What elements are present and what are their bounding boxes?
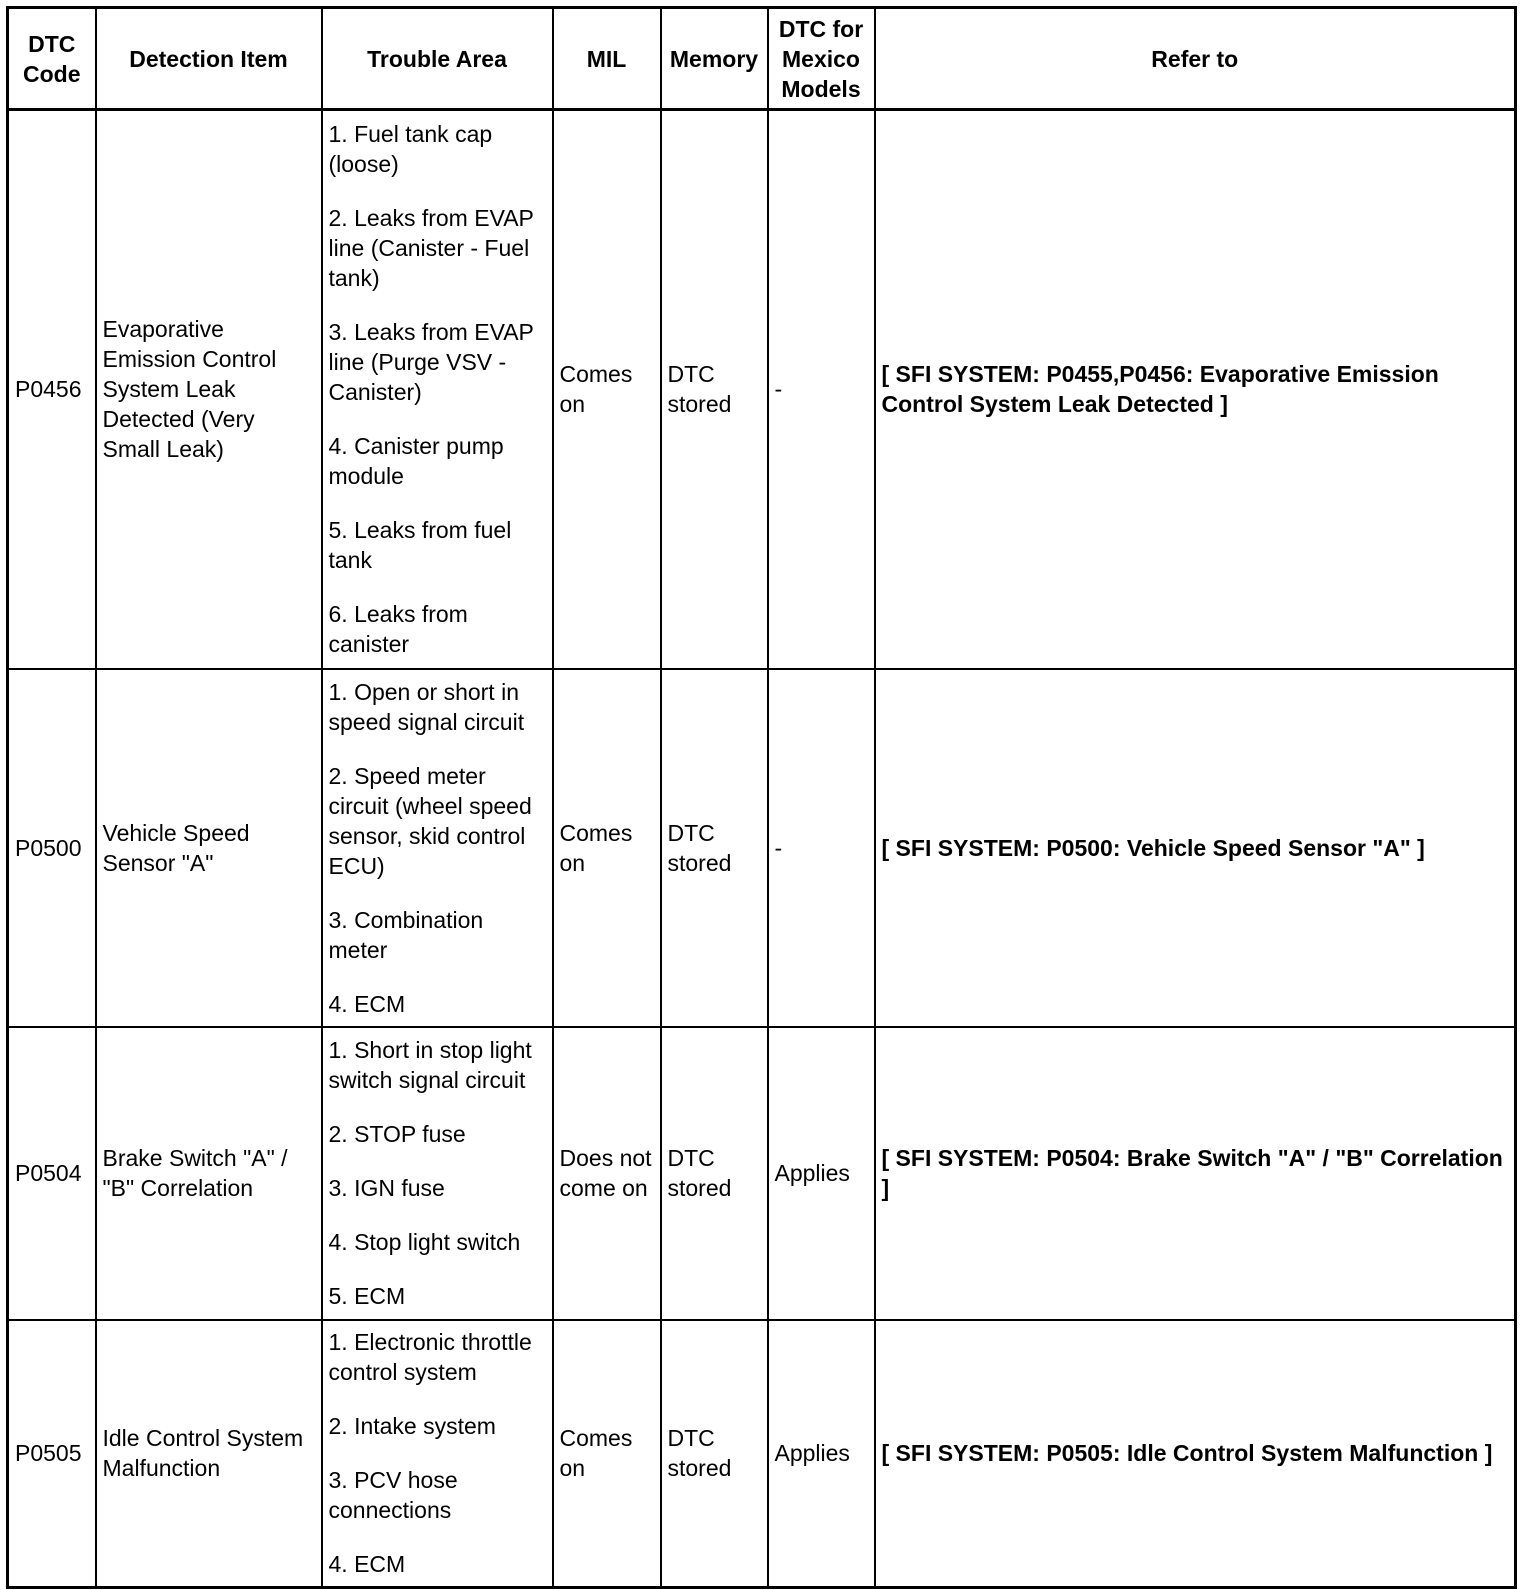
trouble-area-item: 1. Electronic throttle control system bbox=[328, 1329, 532, 1386]
trouble-area-item: 6. Leaks from canister bbox=[328, 601, 468, 658]
trouble-area-list bbox=[329, 119, 546, 659]
trouble-area-item: 3. PCV hose connections bbox=[328, 1467, 458, 1524]
table-row bbox=[8, 1320, 1516, 1588]
trouble-area-item: 4. Stop light switch bbox=[328, 1229, 521, 1255]
mil-cell: Comes on bbox=[553, 669, 661, 1027]
trouble-area-item: 1. Fuel tank cap (loose) bbox=[328, 121, 493, 178]
dtc-code-cell: P0500 bbox=[8, 669, 96, 1027]
trouble-area-item: 3. Leaks from EVAP line (Purge VSV - Canister) bbox=[328, 319, 534, 406]
trouble-area-item: 5. ECM bbox=[328, 1283, 406, 1309]
trouble-area-list bbox=[329, 1035, 546, 1311]
header-row bbox=[8, 8, 1516, 110]
trouble-area-item: 4. ECM bbox=[328, 990, 406, 1017]
trouble-area-item: 5. Leaks from fuel tank bbox=[328, 517, 512, 574]
trouble-area-cell bbox=[322, 1027, 553, 1320]
refer-to-link[interactable]: [ SFI SYSTEM: P0504: Brake Switch "A" / "B" Correlation ] bbox=[875, 1027, 1516, 1320]
trouble-area-cell bbox=[322, 1320, 553, 1588]
trouble-area-list bbox=[329, 677, 546, 1019]
header-mil: MIL bbox=[553, 8, 661, 110]
trouble-area-item: 4. ECM bbox=[328, 1551, 406, 1578]
trouble-area-item: 2. STOP fuse bbox=[328, 1121, 466, 1147]
trouble-area-item: 3. Combination meter bbox=[328, 906, 484, 963]
table-row bbox=[8, 669, 1516, 1027]
mexico-models-cell: Applies bbox=[768, 1320, 875, 1588]
dtc-code-cell: P0504 bbox=[8, 1027, 96, 1320]
memory-cell: DTC stored bbox=[661, 1027, 768, 1320]
mexico-models-cell: Applies bbox=[768, 1027, 875, 1320]
table-row bbox=[8, 1027, 1516, 1320]
detection-item-cell: Brake Switch "A" / "B" Correlation bbox=[96, 1027, 322, 1320]
mexico-models-cell: - bbox=[768, 110, 875, 669]
header-dtc-code: DTC Code bbox=[8, 8, 96, 110]
table-row bbox=[8, 110, 1516, 669]
memory-cell: DTC stored bbox=[661, 669, 768, 1027]
header-mexico-models: DTC for Mexico Models bbox=[768, 8, 875, 110]
trouble-area-cell bbox=[322, 110, 553, 669]
trouble-area-cell bbox=[322, 669, 553, 1027]
refer-to-link[interactable]: [ SFI SYSTEM: P0455,P0456: Evaporative Emission Control System Leak Detected ] bbox=[875, 110, 1516, 669]
refer-to-link[interactable]: [ SFI SYSTEM: P0500: Vehicle Speed Sensor "A" ] bbox=[875, 669, 1516, 1027]
dtc-code-cell: P0456 bbox=[8, 110, 96, 669]
detection-item-cell: Evaporative Emission Control System Leak Detected (Very Small Leak) bbox=[96, 110, 322, 669]
trouble-area-item: 2. Speed meter circuit (wheel speed sensor, skid control ECU) bbox=[328, 762, 532, 879]
dtc-table bbox=[6, 6, 1517, 1589]
header-refer-to: Refer to bbox=[875, 8, 1516, 110]
trouble-area-item: 2. Leaks from EVAP line (Canister - Fuel tank) bbox=[328, 205, 534, 292]
trouble-area-item: 1. Short in stop light switch signal circuit bbox=[328, 1037, 532, 1093]
mil-cell: Comes on bbox=[553, 1320, 661, 1588]
refer-to-link[interactable]: [ SFI SYSTEM: P0505: Idle Control System Malfunction ] bbox=[875, 1320, 1516, 1588]
dtc-code-cell: P0505 bbox=[8, 1320, 96, 1588]
memory-cell: DTC stored bbox=[661, 1320, 768, 1588]
detection-item-cell: Idle Control System Malfunction bbox=[96, 1320, 322, 1588]
trouble-area-list bbox=[329, 1327, 546, 1579]
mexico-models-cell: - bbox=[768, 669, 875, 1027]
mil-cell: Comes on bbox=[553, 110, 661, 669]
header-trouble-area: Trouble Area bbox=[322, 8, 553, 110]
memory-cell: DTC stored bbox=[661, 110, 768, 669]
detection-item-cell: Vehicle Speed Sensor "A" bbox=[96, 669, 322, 1027]
trouble-area-item: 2. Intake system bbox=[328, 1413, 496, 1440]
trouble-area-item: 3. IGN fuse bbox=[328, 1175, 445, 1201]
mil-cell: Does not come on bbox=[553, 1027, 661, 1320]
header-memory: Memory bbox=[661, 8, 768, 110]
trouble-area-item: 4. Canister pump module bbox=[328, 433, 504, 490]
header-detection-item: Detection Item bbox=[96, 8, 322, 110]
trouble-area-item: 1. Open or short in speed signal circuit bbox=[328, 678, 525, 735]
